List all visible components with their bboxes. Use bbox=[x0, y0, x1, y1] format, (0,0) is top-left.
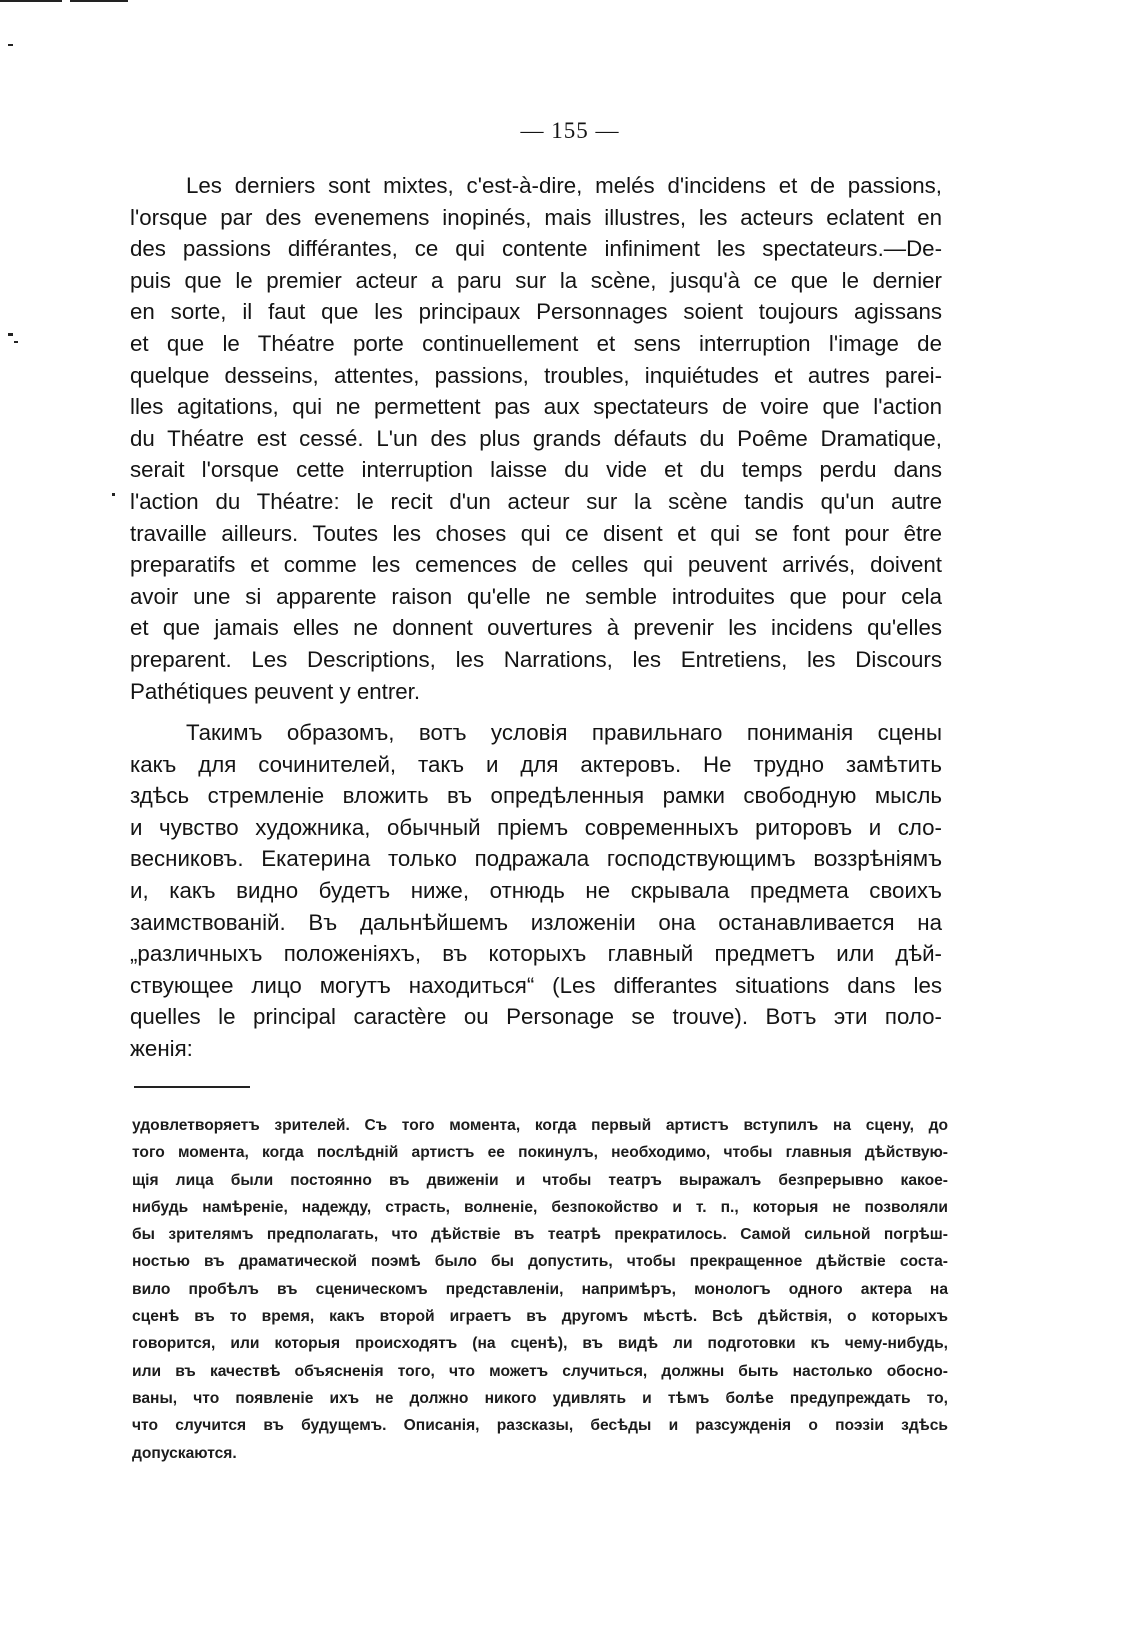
footnote-line: вило пробѣлъ въ сценическомъ представленіи, напримѣръ, монологъ одного актера на bbox=[132, 1280, 948, 1298]
footnote-line: бы зрителямъ предполагать, что дѣйствіе въ театрѣ прекратилось. Самой сильной погрѣш- bbox=[132, 1226, 948, 1244]
paragraph-russian-commentary bbox=[130, 717, 942, 1065]
scan-edge-mark bbox=[70, 0, 128, 2]
page-number: — 155 — bbox=[520, 118, 620, 143]
main-text bbox=[130, 170, 942, 1065]
footnote bbox=[132, 1112, 948, 1467]
footnote-line: удовлетворяетъ зрителей. Съ того момента, когда первый артистъ вступилъ на сцену, до bbox=[132, 1117, 948, 1134]
text-line: и, какъ видно будетъ ниже, отнюдь не скрывала предмета своихъ bbox=[130, 878, 942, 904]
text-line: и чувство художника, обычный пріемъ современныхъ риторовъ и сло- bbox=[130, 814, 942, 840]
scan-edge-mark bbox=[0, 0, 62, 2]
text-line: en sorte, il faut que les principaux Personnages soient toujours agissans bbox=[130, 299, 942, 325]
footnote-line: нибудь намѣреніе, надежду, страсть, волненіе, безпокойство и т. п., которыя не позволяли bbox=[132, 1198, 948, 1216]
footnote-line: или въ качествѣ объясненія того, что можетъ случиться, должны быть настолько обосно- bbox=[132, 1362, 948, 1380]
scan-speck bbox=[8, 333, 13, 336]
footnote-line: ностью въ драматической поэмѣ было бы допустить, чтобы прекращенное дѣйствіе соста- bbox=[132, 1253, 948, 1271]
footnote-line: что случится въ будущемъ. Описанія, разсказы, бесѣды и разсужденія о поэзіи здѣсь bbox=[132, 1417, 948, 1435]
text-line: Les derniers sont mixtes, c'est-à-dire, melés d'incidens et de passions, bbox=[186, 173, 942, 198]
footnote-divider bbox=[134, 1086, 250, 1088]
footnote-line: допускаются. bbox=[132, 1444, 237, 1462]
text-line: et que jamais elles ne donnent ouvertures à prevenir les incidens qu'elles bbox=[130, 615, 942, 641]
scan-speck bbox=[14, 341, 18, 343]
text-line: женія: bbox=[130, 1036, 193, 1062]
text-line: какъ для сочинителей, такъ и для актеровъ. Не трудно замѣтить bbox=[130, 751, 942, 777]
scan-speck bbox=[112, 493, 115, 496]
footnote-line: говорится, или которыя происходятъ (на сценѣ), въ видѣ ли подготовки къ чему-нибудь, bbox=[132, 1335, 948, 1353]
text-line: des passions différantes, ce qui contente infiniment les spectateurs.—De- bbox=[130, 236, 942, 262]
footnote-line: щія лица были постоянно въ движеніи и чтобы театръ выражалъ безпрерывно какое- bbox=[132, 1171, 948, 1189]
footnote-line: ваны, что появленіе ихъ не должно никого удивлять и тѣмъ болѣе предупреждать то, bbox=[132, 1389, 948, 1407]
text-line: l'action du Théatre: le recit d'un acteur sur la scène tandis qu'un autre bbox=[130, 488, 942, 514]
text-line: puis que le premier acteur a paru sur la scène, jusqu'à ce que le dernier bbox=[130, 267, 942, 293]
scan-speck bbox=[8, 44, 13, 46]
text-line: ствующее лицо могутъ находиться“ (Les differantes situations dans les bbox=[130, 972, 942, 998]
text-line: здѣсь стремленіе вложить въ опредѣленныя рамки свободную мысль bbox=[130, 783, 942, 809]
paragraph-french-quote bbox=[130, 170, 942, 707]
text-line: весниковъ. Екатерина только подражала господствующимъ воззрѣніямъ bbox=[130, 846, 942, 872]
text-line: lles agitations, qui ne permettent pas aux spectateurs de voire que l'action bbox=[130, 394, 942, 420]
footnote-line: сценѣ въ то время, какъ второй играетъ въ другомъ мѣстѣ. Всѣ дѣйствія, о которыхъ bbox=[132, 1308, 948, 1326]
text-line: Pathétiques peuvent y entrer. bbox=[130, 678, 421, 704]
text-line: preparatifs et comme les cemences de celles qui peuvent arrivés, doivent bbox=[130, 552, 942, 578]
text-line: et que le Théatre porte continuellement et sens interruption l'image de bbox=[130, 330, 942, 356]
text-line: заимствованій. Въ дальнѣйшемъ изложеніи она останавливается на bbox=[130, 909, 942, 935]
text-line: quelles le principal caractère ou Personage se trouve). Вотъ эти поло- bbox=[130, 1004, 942, 1030]
text-line: quelque desseins, attentes, passions, troubles, inquiétudes et autres parei- bbox=[130, 362, 942, 388]
text-line: serait l'orsque cette interruption laisse du vide et du temps perdu dans bbox=[130, 457, 942, 483]
footnote-line: того момента, когда послѣдній артистъ ее покинулъ, необходимо, чтобы главныя дѣйствую- bbox=[132, 1144, 948, 1162]
text-line: „различныхъ положеніяхъ, въ которыхъ главный предметъ или дѣй- bbox=[130, 941, 942, 967]
text-line: Такимъ образомъ, вотъ условія правильнаго пониманія сцены bbox=[186, 720, 942, 746]
text-line: preparent. Les Descriptions, les Narrations, les Entretiens, les Discours bbox=[130, 646, 942, 672]
text-line: avoir une si apparente raison qu'elle ne semble introduites que pour cela bbox=[130, 583, 942, 609]
text-line: travaille ailleurs. Toutes les choses qui ce disent et qui se font pour être bbox=[130, 520, 942, 546]
text-line: l'orsque par des evenemens inopinés, mais illustres, les acteurs eclatent en bbox=[130, 204, 942, 230]
text-line: du Théatre est cessé. L'un des plus grands défauts du Poême Dramatique, bbox=[130, 425, 942, 451]
